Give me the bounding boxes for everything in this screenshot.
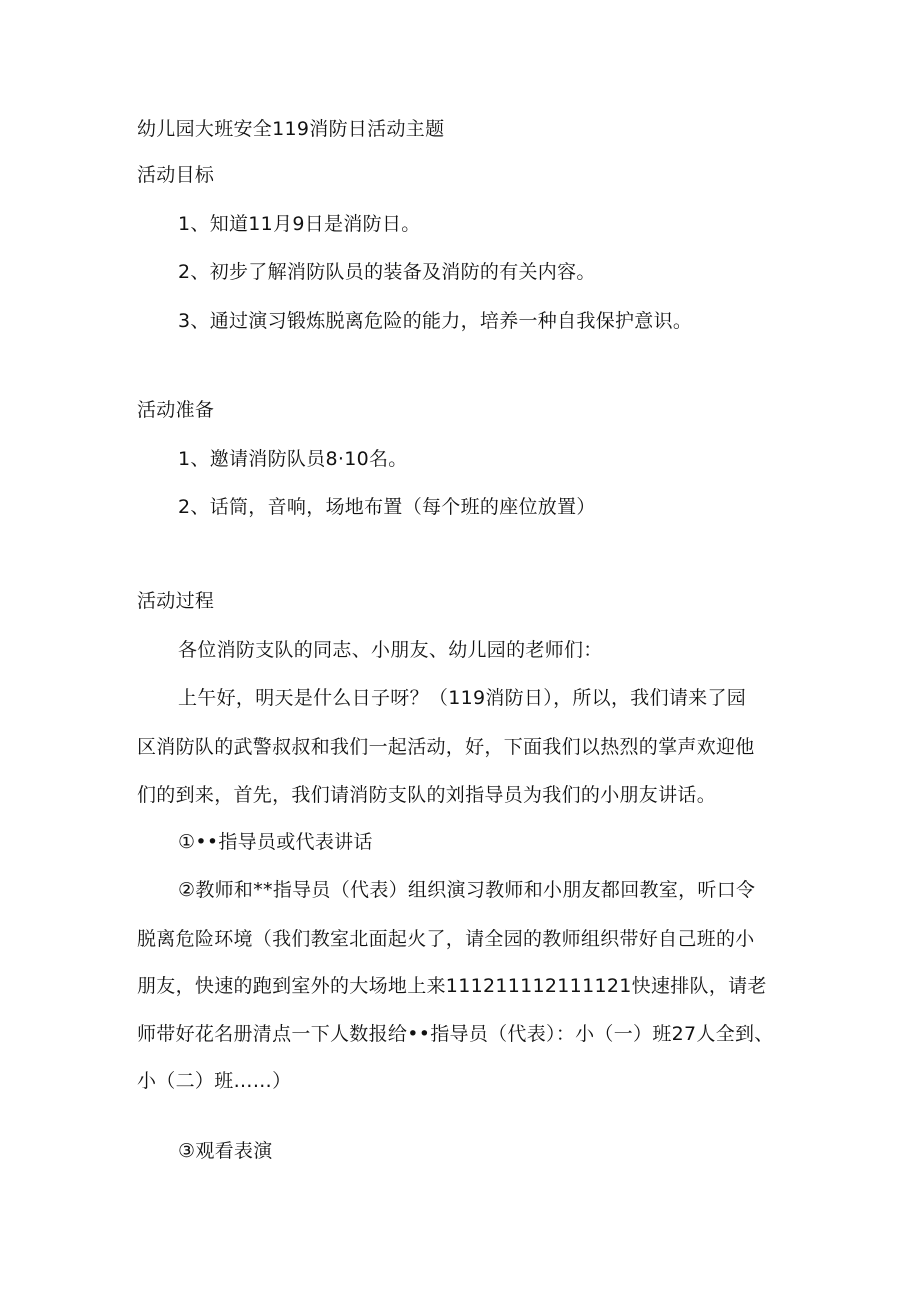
speech-line: 上午好，明天是什么日子呀？（119消防日），所以，我们请来了园	[178, 687, 747, 709]
goal-item: 1、知道11月9日是消防日。	[178, 213, 421, 235]
process-step-2-line: 朋友，快速的跑到室外的大场地上来111211112111121快速排队，请老	[137, 975, 767, 997]
speech-line: 区消防队的武警叔叔和我们一起活动，好，下面我们以热烈的掌声欢迎他	[137, 736, 755, 758]
process-step-2-line: 脱离危险环境（我们教室北面起火了，请全园的教师组织带好自己班的小	[137, 928, 755, 950]
process-step-3: ③观看表演	[178, 1140, 273, 1162]
process-heading: 活动过程	[137, 590, 215, 612]
document-title: 幼儿园大班安全119消防日活动主题	[137, 118, 445, 140]
speech-line: 们的到来，首先，我们请消防支队的刘指导员为我们的小朋友讲话。	[137, 784, 717, 806]
preparation-item: 2、话筒，音响，场地布置（每个班的座位放置）	[178, 496, 596, 518]
goal-item: 2、初步了解消防队员的装备及消防的有关内容。	[178, 261, 596, 283]
process-step-2-line: 师带好花名册清点一下人数报给••指导员（代表）：小（一）班27人全到、	[137, 1023, 774, 1045]
process-greeting: 各位消防支队的同志、小朋友、幼儿园的老师们：	[178, 639, 603, 661]
goal-item: 3、通过演习锻炼脱离危险的能力，培养一种自我保护意识。	[178, 310, 693, 332]
process-step-2-line: 小（二）班……）	[137, 1070, 292, 1092]
goals-heading: 活动目标	[137, 164, 215, 186]
preparation-item: 1、邀请消防队员8·10名。	[178, 448, 408, 470]
preparation-heading: 活动准备	[137, 399, 215, 421]
process-step-1: ①••指导员或代表讲话	[178, 831, 373, 853]
process-step-2-line: ②教师和**指导员（代表）组织演习教师和小朋友都回教室，听口令	[178, 879, 756, 901]
